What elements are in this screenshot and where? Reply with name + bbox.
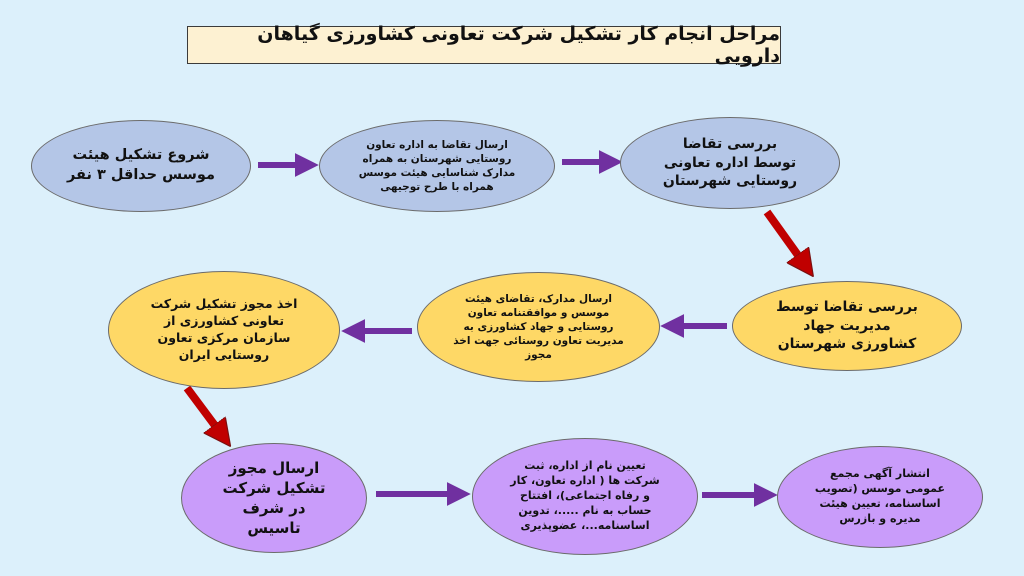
node-3-review-coop-office: بررسی تقاضا توسط اداره تعاونی روستایی شهرستان — [620, 117, 840, 209]
node-5-send-documents: ارسال مدارک، تقاضای هیئت موسس و موافقتنامه تعاون روستایی و جهاد کشاورزی به مدیریت تعاون روستائی جهت اخذ مجوز — [417, 272, 660, 382]
node-9-general-assembly: انتشار آگهی مجمع عمومی موسس (تصویب اساسنامه، تعیین هیئت مدیره و بازرس — [777, 446, 983, 548]
node-4-review-agri-jihad: بررسی تقاضا توسط مدیریت جهاد کشاورزی شهرستان — [732, 281, 962, 371]
node-1-start: شروع تشکیل هیئت موسس حداقل ۳ نفر — [31, 120, 251, 212]
node-2-submit-request: ارسال تقاضا به اداره تعاون روستایی شهرستان به همراه مدارک شناسایی هیئت موسس همراه با طرح توجیهی — [319, 120, 555, 212]
diagram-title: مراحل انجام کار تشکیل شرکت تعاونی کشاورزی گیاهان دارویی — [187, 26, 781, 64]
arrow-3-to-4 — [767, 212, 805, 265]
node-6-obtain-license: اخذ مجوز تشکیل شرکت تعاونی کشاورزی از سازمان مرکزی تعاون روستایی ایران — [108, 271, 340, 389]
node-8-registration-steps: تعیین نام از اداره، ثبت شرکت ها ( اداره تعاون، کار و رفاه اجتماعی)، افتتاح حساب به نام .....، تدوین اساسنامه...، عضوپذیری — [472, 438, 698, 555]
arrow-6-to-7 — [187, 388, 222, 435]
node-7-send-establishment-license: ارسال مجوز تشکیل شرکت در شرف تاسیس — [181, 443, 367, 553]
